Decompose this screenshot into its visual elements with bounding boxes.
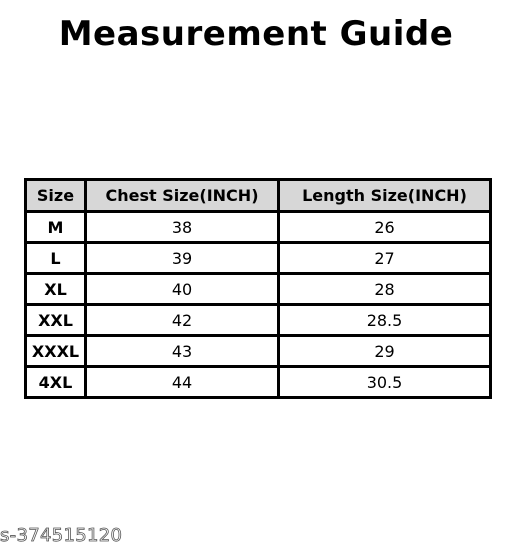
length-cell: 28.5	[279, 305, 491, 336]
length-cell: 30.5	[279, 367, 491, 398]
length-cell: 27	[279, 243, 491, 274]
table-row	[26, 336, 491, 367]
length-cell: 29	[279, 336, 491, 367]
page-title: Measurement Guide	[58, 14, 454, 54]
size-cell: XL	[26, 274, 86, 305]
table-row	[26, 305, 491, 336]
size-cell: 4XL	[26, 367, 86, 398]
table-row	[26, 367, 491, 398]
size-cell: XXXL	[26, 336, 86, 367]
size-cell: XXL	[26, 305, 86, 336]
chest-cell: 44	[86, 367, 279, 398]
table-row	[26, 274, 491, 305]
chest-cell: 39	[86, 243, 279, 274]
watermark-id: s-374515120	[0, 525, 123, 546]
length-cell: 28	[279, 274, 491, 305]
size-cell: L	[26, 243, 86, 274]
length-cell: 26	[279, 212, 491, 243]
table-row	[26, 243, 491, 274]
header-chest-size: Chest Size(INCH)	[86, 180, 279, 212]
size-cell: M	[26, 212, 86, 243]
header-length-size: Length Size(INCH)	[279, 180, 491, 212]
chest-cell: 40	[86, 274, 279, 305]
chest-cell: 38	[86, 212, 279, 243]
chest-cell: 42	[86, 305, 279, 336]
table-header-row	[26, 180, 491, 212]
table-row	[26, 212, 491, 243]
chest-cell: 43	[86, 336, 279, 367]
size-chart-table	[24, 178, 492, 399]
header-size: Size	[26, 180, 86, 212]
